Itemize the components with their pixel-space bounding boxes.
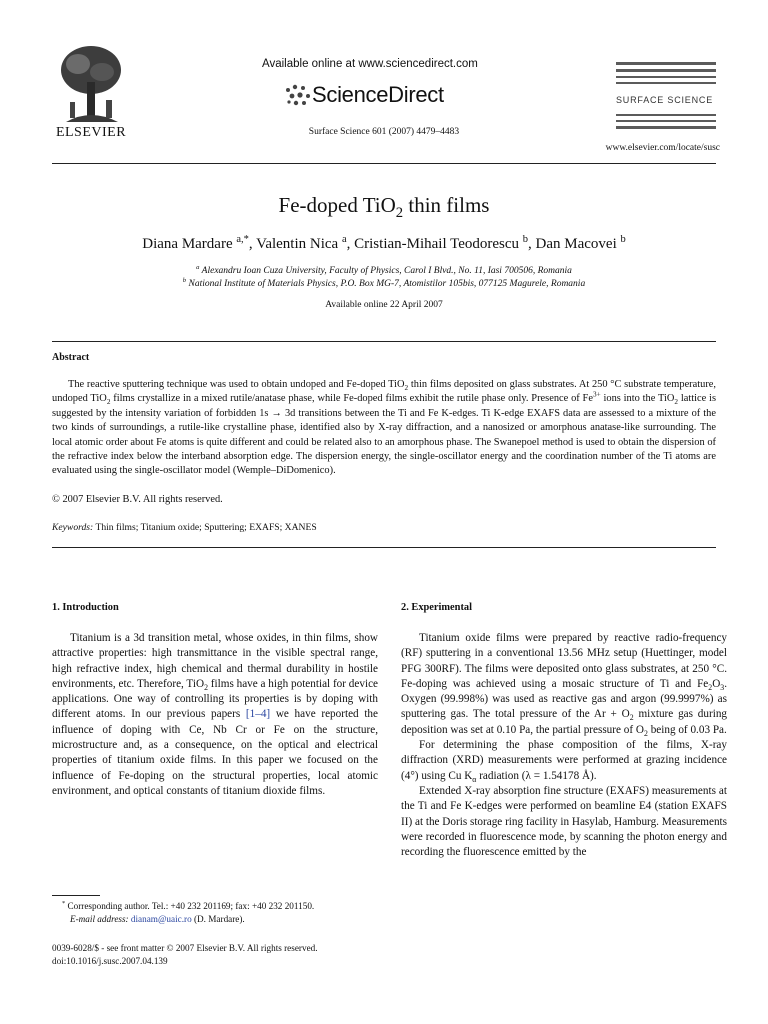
doi-line[interactable]: doi:10.1016/j.susc.2007.04.139 [52, 955, 168, 966]
journal-url[interactable]: www.elsevier.com/locate/susc [605, 143, 720, 153]
email-link[interactable]: dianam@uaic.ro [130, 913, 192, 924]
footnote-rule [52, 895, 100, 896]
surface-science-logo [616, 62, 716, 132]
citation-link[interactable]: [1–4] [245, 708, 271, 721]
available-online-date: Available online 22 April 2007 [325, 300, 443, 310]
issn-line: 0039-6028/$ - see front matter © 2007 Elsevier B.V. All rights reserved. [52, 943, 318, 953]
email-label: E-mail address: [70, 913, 129, 924]
corresponding-author-note: Corresponding author. Tel.: +40 232 201169; fax: +40 232 201150. [67, 901, 315, 911]
email-suffix: (D. Mardare). [193, 913, 245, 924]
sciencedirect-dots-icon [284, 84, 312, 110]
author-affiliation-mark: a,* [236, 234, 249, 245]
keywords [52, 522, 317, 533]
author-name: Diana Mardare [142, 236, 233, 252]
publisher-name: ELSEVIER [55, 125, 127, 140]
abstract-top-rule [52, 341, 716, 342]
section-heading-experimental: 2. Experimental [401, 602, 472, 613]
introduction-text: Titanium is a 3d transition metal, whose oxides, in thin films, show attractive properties: high transmittance in the visible spectral range, high refractive index, high chemical and thermal durability in hostile environments, etc. Therefore, TiO$_2$ films have a high potential for device applications. One way of controlling its properties is by doping with different atoms. In our previous papers [1–4] we have reported the influence of doping with Ce, Nb Cr or Fe on the structure, microstructure and, as a consequence, on the optical and electrical properties of titanium oxide films. In this paper we focused on the influence of Fe-doping on the structural properties, local atomic environment, and optical constants of titanium dioxide films. [52, 632, 378, 797]
abstract-copyright: © 2007 Elsevier B.V. All rights reserved. [52, 494, 223, 505]
author-name: Cristian-Mihail Teodorescu [354, 236, 520, 252]
front-matter [52, 942, 392, 967]
sciencedirect-logo[interactable] [284, 82, 474, 112]
keywords-list: Thin films; Titanium oxide; Sputtering; EXAFS; XANES [95, 522, 317, 533]
abstract-bottom-rule [52, 547, 716, 548]
section-heading-introduction: 1. Introduction [52, 602, 119, 613]
experimental-text: Titanium oxide films were prepared by reactive radio-frequency (RF) sputtering in a conventional 13.56 MHz setup (Huettinger, model PFG 300RF). The films were deposited onto glass substrates, at 250 °C. Fe-doping was achieved using a mosaic structure of Ti and $Fe_2O_3$. Oxygen (99.998%) was used as reactive gas and argon (99.9997%) as sputtering gas. The total pressure of the $Ar + O_2$ mixture gas during deposition was set at 0.10 Pa, the partial pressure of $O_2$ being of 0.03 Pa. For determining the phase composition of the films, X-ray diffraction (XRD) measurements were performed at grazing incidence (4°) using Cu $K_\alpha$ radiation (λ = 1.54178 Å). Extended X-ray absorption fine structure (EXAFS) measurements at the Ti and Fe K-edges were performed on beamline E4 (station EXAFS II) at the Doris storage ring facility in Hasylab, Hamburg. Measurements were recorded in fluorescence mode, by scanning the photon energy and recording the fluorescence emitted by the [401, 632, 728, 859]
sciencedirect-wordmark: ScienceDirect [312, 82, 444, 107]
author-affiliation-mark: a [341, 234, 347, 245]
affiliation-a: $^a$ Alexandru Ioan Cuza University, Faculty of Physics, Carol I Blvd., No. 11, Iasi 700506, Romania [196, 263, 572, 276]
header-divider [52, 163, 716, 164]
abstract-heading: Abstract [52, 352, 90, 363]
author-affiliation-mark: b [522, 234, 529, 245]
affiliation-b: $^b$ National Institute of Materials Physics, P.O. Box MG-7, Atomistilor 105bis, 077125 Magurele, Romania [182, 276, 586, 289]
footnote: * Corresponding author. Tel.: +40 232 201169; fax: +40 232 201150. E-mail address: dianam@uaic.ro (D. Mardare). [62, 899, 315, 924]
author-name: Dan Macovei [535, 236, 617, 252]
elsevier-tree-icon [58, 42, 124, 126]
author-list: Diana Mardare $^{a,*}$, Valentin Nica $^a$, Cristian-Mihail Teodorescu $^b$, Dan Macovei $^b$ [142, 234, 626, 252]
author-affiliation-mark: b [620, 234, 626, 245]
journal-citation: Surface Science 601 (2007) 4479–4483 [308, 127, 460, 137]
article-title: Fe-doped TiO$_2$ thin films [278, 193, 490, 222]
keywords-label: Keywords: [52, 522, 94, 533]
abstract-text: The reactive sputtering technique was used to obtain undoped and Fe-doped TiO$_2$ thin films deposited on glass substrates. At 250 °C substrate temperature, undoped TiO$_2$ films crystallize in a mixed rutile/anatase phase, while Fe-doped films exhibit the rutile phase only. Presence of $Fe^{3+}$ ions into the TiO$_2$ lattice is suggested by the intensity variation of forbidden 1s → 3d transitions between the Ti and Fe K-edges. Ti K-edge EXAFS data are assessed to a mixture of the two kinds of surroundings, a rutile-like crystalline phase, identified also by X-ray diffraction, and a nanosized or amorphous anatase-like surrounding. The local atomic order about Fe atoms is quite different and could be related also to an amorphous phase. The Swanepoel method is used to obtain the dispersion of the refractive index below the interband absorption edge. The dispersion energy, the single-oscillator energy and the coordination number of the Ti atoms are evaluated using the single-oscillator model (Wemple–DiDomenico). [52, 379, 717, 477]
author-name: Valentin Nica [256, 236, 339, 252]
journal-name: SURFACE SCIENCE [616, 95, 714, 105]
available-online-banner[interactable]: Available online at www.sciencedirect.com [262, 58, 478, 70]
